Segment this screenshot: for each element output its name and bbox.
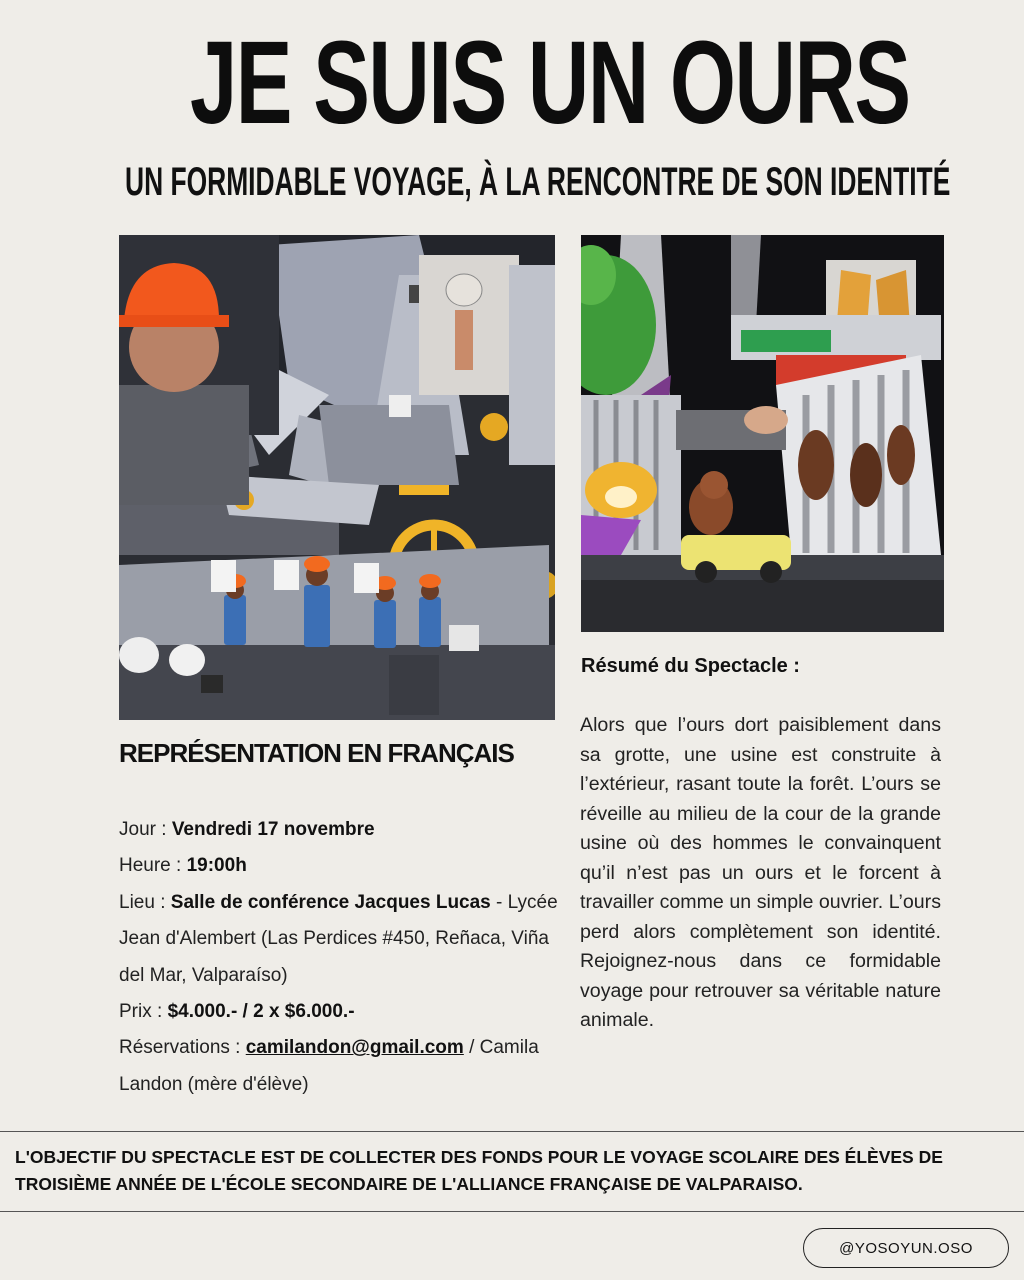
- reservations-label: Réservations :: [119, 1037, 246, 1059]
- price-line: [119, 994, 559, 1030]
- zoo-stage-photo: [581, 235, 944, 632]
- resume-heading: Résumé du Spectacle :: [581, 655, 800, 677]
- day-line: [119, 812, 559, 848]
- factory-illustration: [119, 235, 555, 720]
- reservations-contact: / Camila Landon (mère d'élève): [119, 1037, 539, 1095]
- time-label: Heure :: [119, 855, 187, 877]
- place-value: Salle de conférence Jacques Lucas: [170, 891, 491, 913]
- place-address: - Lycée Jean d'Alembert (Las Perdices #450, Reñaca, Viña del Mar, Valparaíso): [119, 891, 558, 986]
- time-line: [119, 848, 559, 884]
- place-line: [119, 885, 559, 994]
- event-details: [119, 812, 559, 1103]
- time-value: 19:00h: [186, 855, 247, 877]
- instagram-handle[interactable]: @YOSOYUN.OSO: [803, 1228, 1009, 1268]
- divider-top: [0, 1131, 1024, 1132]
- page-title: JE SUIS UN OURS: [190, 17, 910, 149]
- representation-heading: REPRÉSENTATION EN FRANÇAIS: [119, 738, 514, 768]
- reservations-email-link[interactable]: camilandon@gmail.com: [245, 1037, 464, 1059]
- zoo-illustration: [581, 235, 944, 632]
- price-value: $4.000.- / 2 x $6.000.-: [167, 1001, 355, 1023]
- divider-bottom: [0, 1211, 1024, 1212]
- page-subtitle: UN FORMIDABLE VOYAGE, À LA RENCONTRE DE SON IDENTITÉ: [125, 160, 951, 204]
- resume-body: Alors que l’ours dort paisiblement dans sa grotte, une usine est construite à l’extérieur, rasant toute la forêt. L’ours se réveille au milieu de la cour de la grande usine où des hommes le convainquent qu’il n’est pas un ours et le forcent à travailler comme un simple ouvrier. L’ours perd alors complètement son identité. Rejoignez-nous dans ce formidable voyage pour retrouver sa véritable nature animale.: [580, 714, 941, 1031]
- factory-stage-photo: [119, 235, 555, 720]
- objective-text: L'OBJECTIF DU SPECTACLE EST DE COLLECTER DES FONDS POUR LE VOYAGE SCOLAIRE DES ÉLÈVES DE TROISIÈME ANNÉE DE L'ÉCOLE SECONDAIRE DE L'ALLIANCE FRANÇAISE DE VALPARAISO.: [15, 1147, 943, 1194]
- reservations-line: [119, 1030, 559, 1103]
- place-label: Lieu :: [119, 891, 171, 913]
- day-value: Vendredi 17 novembre: [171, 819, 375, 840]
- price-label: Prix :: [119, 1001, 168, 1023]
- day-label: Jour :: [119, 819, 172, 840]
